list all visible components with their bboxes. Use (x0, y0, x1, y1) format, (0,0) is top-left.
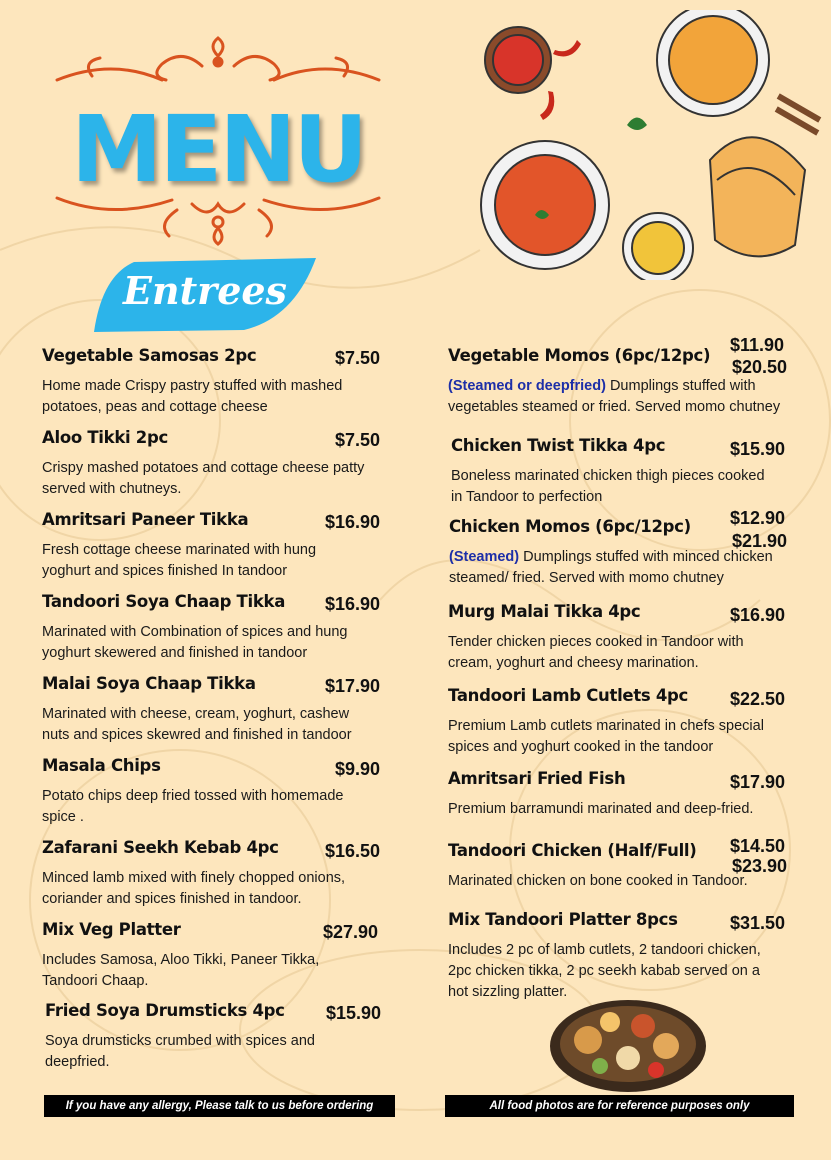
description-text: Includes 2 pc of lamb cutlets, 2 tandoori chicken, (448, 942, 761, 958)
ornament-bottom-icon (52, 188, 384, 248)
item-price: $9.90 (335, 759, 381, 779)
description-line (45, 1052, 315, 1073)
description-line (448, 632, 744, 653)
description-text: coriander and spices finished in tandoor. (42, 891, 302, 907)
item-name: Tandoori Lamb Cutlets 4pc (448, 686, 689, 705)
description-line (42, 786, 343, 807)
item-description (448, 632, 744, 674)
item-price: $31.50 (730, 913, 786, 933)
item-price: $7.50 (335, 430, 381, 450)
photo-disclaimer: All food photos are for reference purposes only (445, 1095, 794, 1117)
menu-item (42, 920, 181, 939)
description-line (449, 547, 773, 568)
description-text: 2pc chicken tikka, 2 pc seekh kabab served on a (448, 963, 760, 979)
item-price: $16.90 (325, 594, 381, 614)
description-line (42, 643, 347, 664)
item-description (448, 716, 764, 758)
description-line (42, 950, 319, 971)
description-text: Tandoori Chaap. (42, 973, 149, 989)
item-name: Vegetable Samosas 2pc (42, 346, 257, 365)
item-description (42, 376, 342, 418)
allergy-notice: If you have any allergy, Please talk to us before ordering (44, 1095, 395, 1117)
description-text: yoghurt skewered and finished in tandoor (42, 645, 308, 661)
item-description (42, 540, 316, 582)
description-line (42, 725, 352, 746)
description-text: steamed/ fried. Served with momo chutney (449, 570, 724, 586)
item-name: Zafarani Seekh Kebab 4pc (42, 838, 279, 857)
menu-item (448, 910, 678, 929)
item-price: $22.50 (730, 689, 786, 709)
description-text: Home made Crispy pastry stuffed with mashed (42, 378, 343, 394)
description-line (42, 704, 352, 725)
item-price: $16.90 (730, 605, 786, 625)
item-price: $16.50 (325, 841, 381, 861)
item-description (42, 622, 347, 664)
item-name: Chicken Momos (6pc/12pc) (449, 517, 691, 536)
description-text: cream, yoghurt and cheesy marination. (448, 655, 699, 671)
description-text: Tender chicken pieces cooked in Tandoor with (448, 634, 744, 650)
item-price: $12.90 (730, 508, 786, 528)
description-line (448, 961, 761, 982)
description-line (448, 799, 753, 820)
description-line (42, 458, 364, 479)
description-text: Premium Lamb cutlets marinated in chefs special (448, 718, 764, 734)
menu-item (42, 346, 256, 365)
description-text: Potato chips deep fried tossed with homemade (42, 788, 344, 804)
preparation-note: (Steamed or deepfried) (448, 378, 606, 394)
item-description (448, 871, 748, 892)
ornament-top-icon (52, 28, 384, 98)
item-price: $14.50 (730, 836, 786, 856)
item-price: $11.90 (730, 335, 785, 355)
item-price-large: $20.50 (732, 357, 788, 377)
item-description (42, 950, 319, 992)
item-price: $7.50 (335, 348, 381, 368)
description-text: spice . (42, 809, 84, 825)
item-price: $17.90 (730, 772, 786, 792)
item-name: Mix Tandoori Platter 8pcs (448, 910, 678, 929)
description-line (45, 1031, 315, 1052)
menu-item (42, 428, 168, 447)
menu-item (42, 756, 161, 775)
description-text: spices and yoghurt cooked in the tandoor (448, 739, 714, 755)
item-description (448, 799, 753, 820)
description-text: Includes Samosa, Aloo Tikki, Paneer Tikka, (42, 952, 320, 968)
menu-item (451, 436, 665, 455)
description-text: Boneless marinated chicken thigh pieces cooked (451, 468, 765, 484)
description-line (42, 868, 345, 889)
menu-title-block (52, 28, 384, 248)
platter-photo (548, 988, 708, 1094)
item-description (42, 704, 352, 746)
description-text: served with chutneys. (42, 481, 182, 497)
item-price: $27.90 (323, 922, 379, 942)
description-line (448, 982, 761, 1003)
item-name: Tandoori Chicken (Half/Full) (448, 841, 697, 860)
description-line (42, 971, 319, 992)
description-line (448, 376, 780, 397)
item-price-large: $21.90 (732, 531, 788, 551)
description-text: Premium barramundi marinated and deep-fried. (448, 801, 754, 817)
description-text: deepfried. (45, 1054, 110, 1070)
description-line (448, 737, 764, 758)
food-illustration (455, 10, 831, 280)
item-name: Tandoori Soya Chaap Tikka (42, 592, 286, 611)
description-text: in Tandoor to perfection (451, 489, 603, 505)
item-description (42, 786, 343, 828)
description-text: Marinated with cheese, cream, yoghurt, cashew (42, 706, 350, 722)
description-text: yoghurt and spices finished In tandoor (42, 563, 288, 579)
item-description (449, 547, 773, 589)
section-title: Entrees (123, 268, 287, 313)
description-text: Marinated with Combination of spices and hung (42, 624, 348, 640)
item-description (451, 466, 765, 508)
description-line (449, 568, 773, 589)
description-line (42, 807, 343, 828)
item-description (448, 940, 761, 1003)
item-description (448, 376, 780, 418)
item-price: $16.90 (325, 512, 381, 532)
description-text: Crispy mashed potatoes and cottage cheese patty (42, 460, 365, 476)
description-line (42, 561, 316, 582)
description-text: Dumplings stuffed with (605, 378, 756, 394)
menu-item (448, 346, 710, 365)
menu-title: MENU (70, 96, 366, 203)
item-description (45, 1031, 315, 1073)
description-text: Marinated chicken on bone cooked in Tandoor. (448, 873, 748, 889)
description-line (448, 940, 761, 961)
description-text: Fresh cottage cheese marinated with hung (42, 542, 317, 558)
item-name: Aloo Tikki 2pc (42, 428, 168, 447)
item-price-large: $23.90 (732, 856, 788, 876)
item-price: $15.90 (730, 439, 786, 459)
item-description (42, 868, 345, 910)
description-line (42, 479, 364, 500)
menu-item (42, 592, 285, 611)
item-description (42, 458, 364, 500)
description-text: Minced lamb mixed with finely chopped onions, (42, 870, 346, 886)
item-name: Masala Chips (42, 756, 161, 775)
preparation-note: (Steamed) (449, 549, 520, 565)
menu-item (45, 1001, 285, 1020)
menu-item (42, 674, 256, 693)
item-name: Amritsari Paneer Tikka (42, 510, 249, 529)
description-line (42, 540, 316, 561)
description-line (42, 622, 347, 643)
description-line (451, 487, 765, 508)
item-name: Amritsari Fried Fish (448, 769, 626, 788)
description-line (448, 397, 780, 418)
description-line (448, 871, 748, 892)
menu-item (448, 841, 697, 860)
description-text: Soya drumsticks crumbed with spices and (45, 1033, 315, 1049)
item-name: Murg Malai Tikka 4pc (448, 602, 641, 621)
description-text: nuts and spices skewred and finished in tandoor (42, 727, 352, 743)
item-name: Vegetable Momos (6pc/12pc) (448, 346, 711, 365)
item-name: Mix Veg Platter (42, 920, 181, 939)
description-text: vegetables steamed or fried. Served momo chutney (448, 399, 781, 415)
description-text: Dumplings stuffed with minced chicken (519, 549, 773, 565)
description-line (42, 376, 342, 397)
description-text: hot sizzling platter. (448, 984, 568, 1000)
menu-item (448, 686, 688, 705)
menu-item (449, 517, 691, 536)
description-text: potatoes, peas and cottage cheese (42, 399, 268, 415)
description-line (42, 397, 342, 418)
menu-item (448, 769, 625, 788)
item-name: Malai Soya Chaap Tikka (42, 674, 256, 693)
menu-item (448, 602, 640, 621)
item-name: Chicken Twist Tikka 4pc (451, 436, 666, 455)
item-name: Fried Soya Drumsticks 4pc (45, 1001, 285, 1020)
item-price: $15.90 (326, 1003, 382, 1023)
description-line (451, 466, 765, 487)
description-line (448, 653, 744, 674)
description-line (42, 889, 345, 910)
menu-item (42, 510, 248, 529)
menu-item (42, 838, 279, 857)
item-price: $17.90 (325, 676, 381, 696)
description-line (448, 716, 764, 737)
